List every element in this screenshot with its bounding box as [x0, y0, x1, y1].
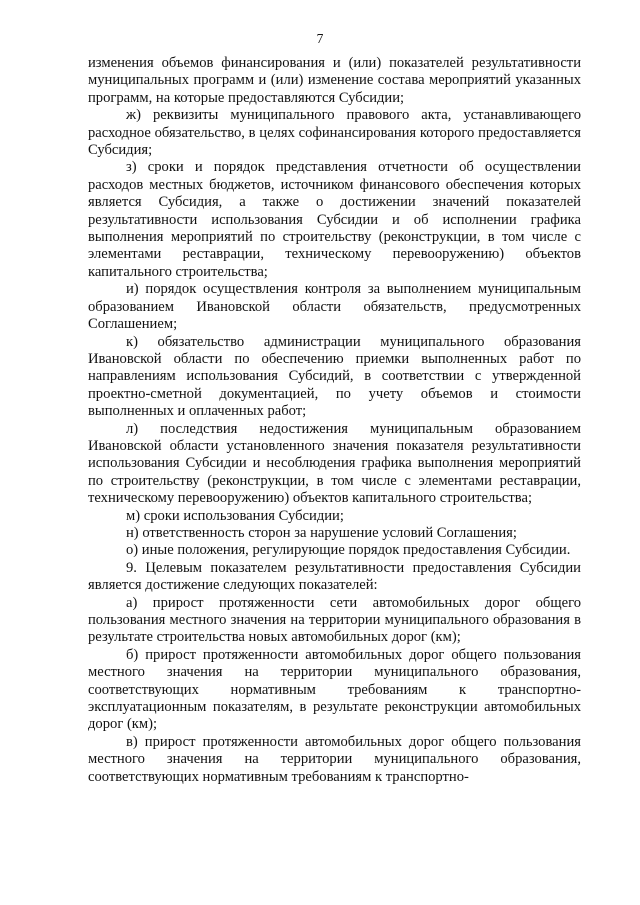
- paragraph-item-zh: ж) реквизиты муниципального правового акта, устанавливающего расходное обязательство, в целях софинансирования которого предоставляется Субсидия;: [88, 107, 581, 159]
- paragraph-section-9: 9. Целевым показателем результативности предоставления Субсидии является достижение следующих показателей:: [88, 559, 581, 594]
- paragraph-indicator-b: б) прирост протяженности автомобильных дорог общего пользования местного значения на территории муниципального образования, соответствующих нормативным требованиям к транспортно-эксплуатационным показателям, в результате реконструкции автомобильных дорог (км);: [88, 646, 581, 733]
- paragraph-item-l: л) последствия недостижения муниципальным образованием Ивановской области установленного значения показателя результативности использования Субсидии и несоблюдения графика выполнения мероприятий по строительству (реконструкции, в том числе с элементами реставрации, техническому перевооружению) объектов капитального строительства;: [88, 420, 581, 507]
- paragraph-item-o: о) иные положения, регулирующие порядок предоставления Субсидии.: [126, 542, 571, 559]
- page-number: 7: [316, 31, 324, 46]
- paragraph-continuation: изменения объемов финансирования и (или) показателей результативности муниципальных программ и (или) изменение состава мероприятий указанных программ, на которые предоставляются Субсидии;: [88, 55, 581, 106]
- document-body: [88, 55, 581, 786]
- paragraph-item-k: к) обязательство администрации муниципального образования Ивановской области по обеспечению приемки выполненных работ по направлениям использования Субсидий, в соответствии с утвержденной проектно-сметной документацией, по учету объемов и стоимости выполненных и оплаченных работ;: [88, 333, 581, 420]
- paragraph-item-m: м) сроки использования Субсидии;: [126, 507, 344, 524]
- paragraph-item-i: и) порядок осуществления контроля за выполнением муниципальным образованием Ивановской области обязательств, предусмотренных Соглашением;: [88, 281, 581, 333]
- paragraph-item-n: н) ответственность сторон за нарушение условий Соглашения;: [126, 524, 517, 541]
- paragraph-indicator-a: а) прирост протяженности сети автомобильных дорог общего пользования местного значения на территории муниципального образования в результате строительства новых автомобильных дорог (км);: [88, 594, 581, 646]
- paragraph-item-z: з) сроки и порядок представления отчетности об осуществлении расходов местных бюджетов, источником финансового обеспечения которых является Субсидия, а также о достижении значений показателей результативности использования Субсидии и об исполнении графика выполнения мероприятий по строительству (реконструкции, в том числе с элементами реставрации, техническому перевооружению) объектов капитального строительства;: [88, 159, 581, 280]
- paragraph-indicator-v: в) прирост протяженности автомобильных дорог общего пользования местного значения на территории муниципального образования, соответствующих нормативным требованиям к транспортно-: [88, 733, 581, 785]
